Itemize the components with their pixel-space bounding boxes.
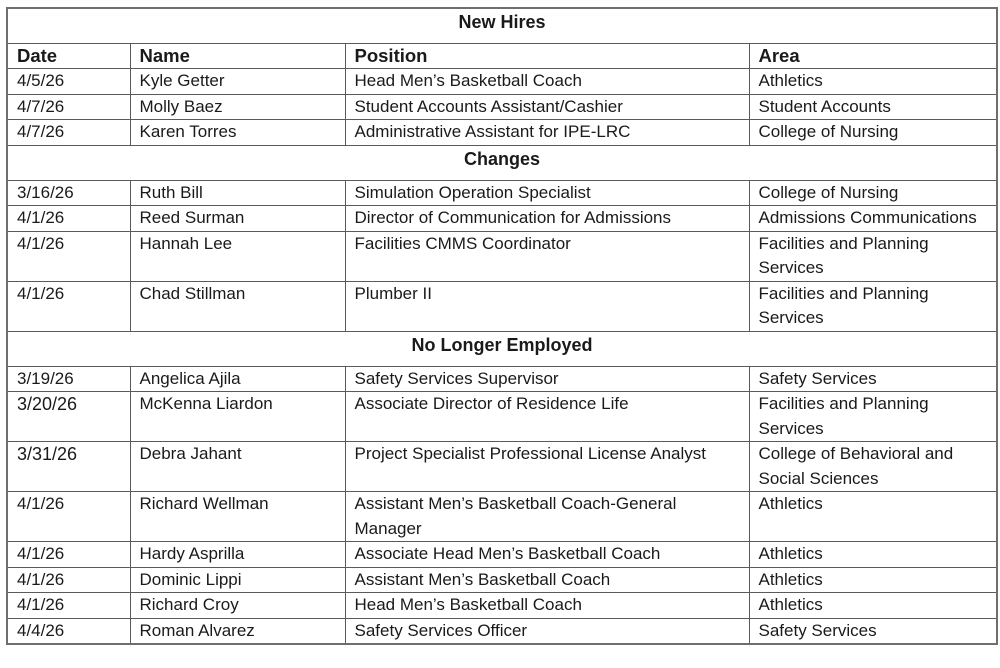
cell-position: Plumber II xyxy=(345,281,749,331)
table-row xyxy=(7,281,997,331)
cell-position: Safety Services Supervisor xyxy=(345,366,749,392)
section-header-new-hires xyxy=(7,8,997,44)
cell-name: Angelica Ajila xyxy=(130,366,345,392)
cell-name: McKenna Liardon xyxy=(130,392,345,442)
cell-name: Hannah Lee xyxy=(130,231,345,281)
cell-area: Facilities and Planning Services xyxy=(749,231,997,281)
cell-position: Director of Communication for Admissions xyxy=(345,206,749,232)
cell-position: Head Men’s Basketball Coach xyxy=(345,69,749,95)
cell-name: Karen Torres xyxy=(130,120,345,146)
table-row xyxy=(7,392,997,442)
cell-name: Ruth Bill xyxy=(130,180,345,206)
cell-date: 4/7/26 xyxy=(7,120,130,146)
cell-position: Facilities CMMS Coordinator xyxy=(345,231,749,281)
cell-area: Facilities and Planning Services xyxy=(749,281,997,331)
section-title: New Hires xyxy=(7,8,997,44)
table-row xyxy=(7,593,997,619)
cell-date: 4/1/26 xyxy=(7,593,130,619)
personnel-table xyxy=(6,7,998,645)
table-row xyxy=(7,542,997,568)
section-header-changes xyxy=(7,145,997,180)
cell-name: Debra Jahant xyxy=(130,442,345,492)
cell-date: 4/1/26 xyxy=(7,231,130,281)
cell-name: Molly Baez xyxy=(130,94,345,120)
table-row xyxy=(7,206,997,232)
table-row xyxy=(7,442,997,492)
table-row xyxy=(7,618,997,644)
column-header-date: Date xyxy=(7,44,130,69)
cell-area: Admissions Communications xyxy=(749,206,997,232)
cell-date: 4/1/26 xyxy=(7,567,130,593)
column-header-position: Position xyxy=(345,44,749,69)
cell-name: Chad Stillman xyxy=(130,281,345,331)
section-title: Changes xyxy=(7,145,997,180)
cell-date: 4/1/26 xyxy=(7,492,130,542)
cell-area: Athletics xyxy=(749,593,997,619)
cell-area: College of Behavioral and Social Sciences xyxy=(749,442,997,492)
column-header-area: Area xyxy=(749,44,997,69)
cell-area: Safety Services xyxy=(749,366,997,392)
table-row xyxy=(7,94,997,120)
cell-name: Richard Wellman xyxy=(130,492,345,542)
cell-position: Assistant Men’s Basketball Coach xyxy=(345,567,749,593)
cell-date: 3/31/26 xyxy=(7,442,130,492)
cell-date: 4/1/26 xyxy=(7,206,130,232)
cell-date: 3/19/26 xyxy=(7,366,130,392)
section-header-no-longer-employed xyxy=(7,331,997,366)
cell-name: Hardy Asprilla xyxy=(130,542,345,568)
cell-area: Facilities and Planning Services xyxy=(749,392,997,442)
table-row xyxy=(7,492,997,542)
cell-area: Athletics xyxy=(749,69,997,95)
cell-area: Student Accounts xyxy=(749,94,997,120)
cell-position: Assistant Men’s Basketball Coach-General Manager xyxy=(345,492,749,542)
cell-date: 4/5/26 xyxy=(7,69,130,95)
column-header-name: Name xyxy=(130,44,345,69)
cell-position: Project Specialist Professional License Analyst xyxy=(345,442,749,492)
cell-name: Dominic Lippi xyxy=(130,567,345,593)
column-header-row xyxy=(7,44,997,69)
cell-date: 4/1/26 xyxy=(7,542,130,568)
cell-date: 4/4/26 xyxy=(7,618,130,644)
cell-date: 4/7/26 xyxy=(7,94,130,120)
table-row xyxy=(7,180,997,206)
cell-name: Richard Croy xyxy=(130,593,345,619)
cell-area: Athletics xyxy=(749,542,997,568)
table-row xyxy=(7,231,997,281)
cell-area: Athletics xyxy=(749,567,997,593)
cell-position: Simulation Operation Specialist xyxy=(345,180,749,206)
table-row xyxy=(7,120,997,146)
cell-name: Reed Surman xyxy=(130,206,345,232)
section-title: No Longer Employed xyxy=(7,331,997,366)
cell-area: College of Nursing xyxy=(749,180,997,206)
cell-area: Athletics xyxy=(749,492,997,542)
cell-position: Administrative Assistant for IPE-LRC xyxy=(345,120,749,146)
table-row xyxy=(7,567,997,593)
table-row xyxy=(7,366,997,392)
cell-name: Roman Alvarez xyxy=(130,618,345,644)
cell-area: College of Nursing xyxy=(749,120,997,146)
cell-name: Kyle Getter xyxy=(130,69,345,95)
cell-date: 4/1/26 xyxy=(7,281,130,331)
cell-date: 3/20/26 xyxy=(7,392,130,442)
cell-area: Safety Services xyxy=(749,618,997,644)
cell-position: Student Accounts Assistant/Cashier xyxy=(345,94,749,120)
table-row xyxy=(7,69,997,95)
cell-position: Head Men’s Basketball Coach xyxy=(345,593,749,619)
cell-position: Safety Services Officer xyxy=(345,618,749,644)
cell-date: 3/16/26 xyxy=(7,180,130,206)
cell-position: Associate Director of Residence Life xyxy=(345,392,749,442)
cell-position: Associate Head Men’s Basketball Coach xyxy=(345,542,749,568)
